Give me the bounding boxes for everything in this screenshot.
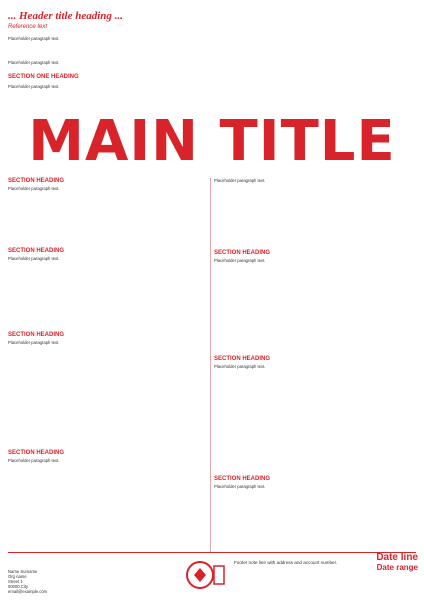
left-section-3-heading: SECTION HEADING <box>8 332 65 338</box>
right-section-1-text: Placeholder paragraph text. <box>214 178 266 183</box>
dates-line-1: Date line <box>376 552 418 563</box>
right-section-3-heading: SECTION HEADING <box>214 356 271 362</box>
intro-paragraph-2: Placeholder paragraph text. <box>8 60 60 65</box>
main-title: MAIN TITLE <box>28 109 396 174</box>
right-section-4-heading: SECTION HEADING <box>214 476 271 482</box>
right-section-3-text: Placeholder paragraph text. <box>214 364 266 369</box>
section-heading: SECTION ONE HEADING <box>8 74 79 80</box>
column-divider <box>210 178 211 552</box>
left-section-4-heading: SECTION HEADING <box>8 450 65 456</box>
footer-org-line: 00000 City <box>8 584 29 589</box>
left-section-2-text: Placeholder paragraph text. <box>8 256 60 261</box>
footer-org-line: Org name <box>8 574 27 579</box>
footer-org-line: Street 1 <box>8 579 23 584</box>
footer-org-line: Name Surname <box>8 569 38 574</box>
page-header-title: ... Header title heading ... <box>8 10 123 22</box>
page-header-reference: Reference text <box>8 24 48 30</box>
left-section-4-text: Placeholder paragraph text. <box>8 458 60 463</box>
right-section-4-text: Placeholder paragraph text. <box>214 484 266 489</box>
dates-line-2: Date range <box>376 563 418 572</box>
footer-organization <box>8 569 47 594</box>
left-section-1-heading: SECTION HEADING <box>8 178 65 184</box>
section-text: Placeholder paragraph text. <box>8 84 60 89</box>
left-section-1-text: Placeholder paragraph text. <box>8 186 60 191</box>
intro-paragraph-1: Placeholder paragraph text. <box>8 36 60 41</box>
left-section-3-text: Placeholder paragraph text. <box>8 340 60 345</box>
left-section-2-heading: SECTION HEADING <box>8 248 65 254</box>
footer-note: Footer note line with address and account number. <box>234 560 338 565</box>
footer-org-line: email@example.com <box>8 589 48 594</box>
right-section-2-text: Placeholder paragraph text. <box>214 258 266 263</box>
right-section-2-heading: SECTION HEADING <box>214 250 271 256</box>
logo-icon <box>184 558 228 592</box>
event-dates <box>330 552 418 572</box>
